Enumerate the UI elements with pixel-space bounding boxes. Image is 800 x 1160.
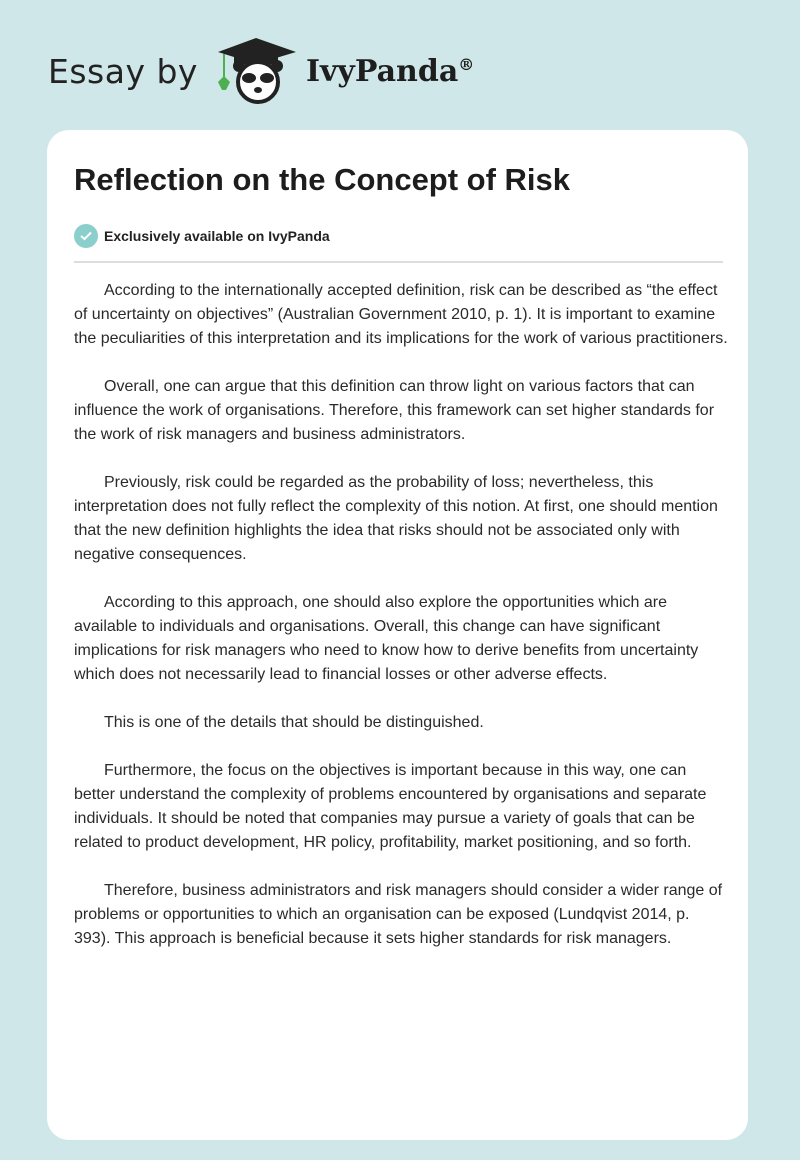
badge-label: Exclusively available on IvyPanda (104, 228, 330, 244)
paragraph: According to the internationally accepted definition, risk can be described as “the effect of uncertainty on objectives” (Australian Government 2010, p. 1). It is important to examine the peculiarities of this interpretation and its implications for the work of various practitioners. (74, 282, 728, 347)
brand-name (306, 54, 474, 89)
check-circle-icon (74, 224, 98, 248)
paragraph: This is one of the details that should be distinguished. (104, 714, 484, 731)
panda-logo-icon (214, 36, 298, 106)
paragraph: Overall, one can argue that this definition can throw light on various factors that can influence the work of organisations. Therefore, this framework can set higher standards for the work of risk managers and business administrators. (74, 378, 715, 443)
essay-body (74, 279, 729, 975)
paragraph: According to this approach, one should also explore the opportunities which are available to individuals and organisations. Overall, this change can have significant implications for risk managers who need to know how to derive benefits from uncertainty which does not necessarily lead to financial losses or other adverse effects. (74, 594, 699, 683)
paragraph: Furthermore, the focus on the objectives is important because in this way, one can better understand the complexity of problems encountered by organisations and separate individuals. It should be noted that companies may pursue a variety of goals that can be related to product development, HR policy, profitability, market positioning, and so forth. (74, 762, 707, 851)
exclusive-badge (74, 224, 330, 248)
brand-text: IvyPanda (305, 53, 459, 89)
registered-mark: ® (458, 54, 475, 74)
divider (74, 261, 723, 263)
paragraph: Therefore, business administrators and risk managers should consider a wider range of problems or opportunities to which an organisation can be exposed (Lundqvist 2014, p. 393). This approach is beneficial because it sets higher standards for risk managers. (74, 882, 723, 947)
paragraph: Previously, risk could be regarded as the probability of loss; nevertheless, this interpretation does not fully reflect the complexity of this notion. At first, one should mention that the new definition highlights the idea that risks should not be associated only with negative consequences. (74, 474, 718, 563)
essay-by-label: Essay by (48, 51, 198, 91)
page-title: Reflection on the Concept of Risk (74, 162, 571, 197)
site-logo[interactable] (48, 36, 474, 106)
essay-card (47, 130, 748, 1140)
